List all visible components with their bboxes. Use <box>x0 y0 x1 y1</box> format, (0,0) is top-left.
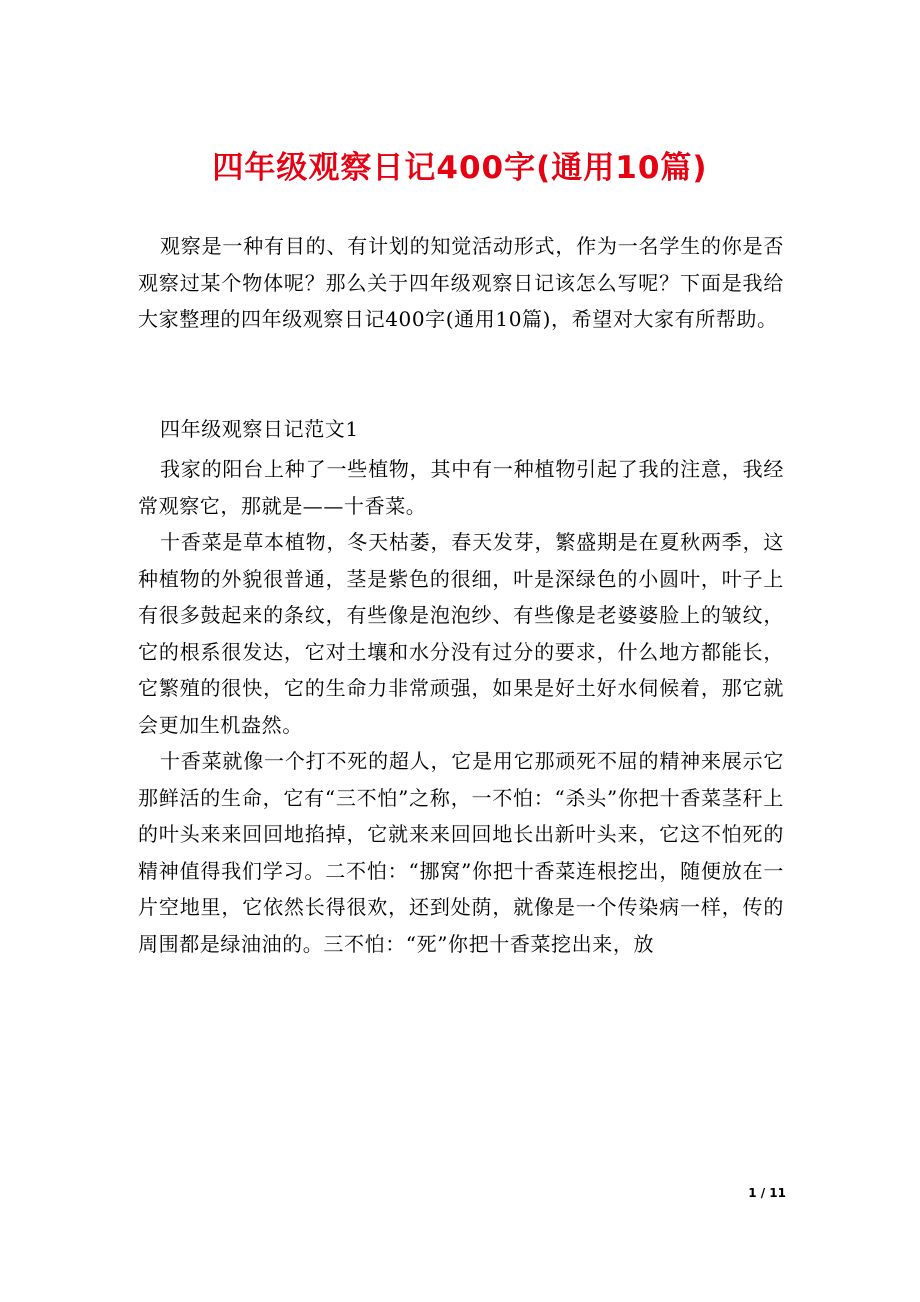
document-body <box>138 228 784 962</box>
document-title: 四年级观察日记400字(通用10篇) <box>212 150 708 186</box>
body-paragraph-3: 十香菜就像一个打不死的超人，它是用它那顽死不屈的精神来展示它那鲜活的生命，它有“三不怕”之称，一不怕：“杀头”你把十香菜茎秆上的叶头来来回回地掐掉，它就来来回回地长出新叶头来，它这不怕死的精神值得我们学习。二不怕：“挪窝”你把十香菜连根挖出，随便放在一片空地里，它依然长得很欢，还到处荫，就像是一个传染病一样，传的周围都是绿油油的。三不怕：“死”你把十香菜挖出来，放 <box>138 749 784 956</box>
section-spacer <box>138 338 784 411</box>
page-number: 1 / 11 <box>748 1186 786 1200</box>
body-paragraph-2: 十香菜是草本植物，冬天枯萎，春天发芽，繁盛期是在夏秋两季，这种植物的外貌很普通，茎是紫色的很细，叶是深绿色的小圆叶，叶子上有很多鼓起来的条纹，有些像是泡泡纱、有些像是老婆婆脸上的皱纹，它的根系很发达，它对土壤和水分没有过分的要求，什么地方都能长，它繁殖的很快，它的生命力非常顽强，如果是好土好水伺候着，那它就会更加生机盎然。 <box>138 530 784 737</box>
body-paragraph-1: 我家的阳台上种了一些植物，其中有一种植物引起了我的注意，我经常观察它，那就是——十香菜。 <box>138 457 784 518</box>
section-heading: 四年级观察日记范文1 <box>160 416 359 441</box>
intro-paragraph: 观察是一种有目的、有计划的知觉活动形式，作为一名学生的你是否观察过某个物体呢？那么关于四年级观察日记该怎么写呢？下面是我给大家整理的四年级观察日记400字(通用10篇)，希望对大家有所帮助。 <box>138 234 784 331</box>
